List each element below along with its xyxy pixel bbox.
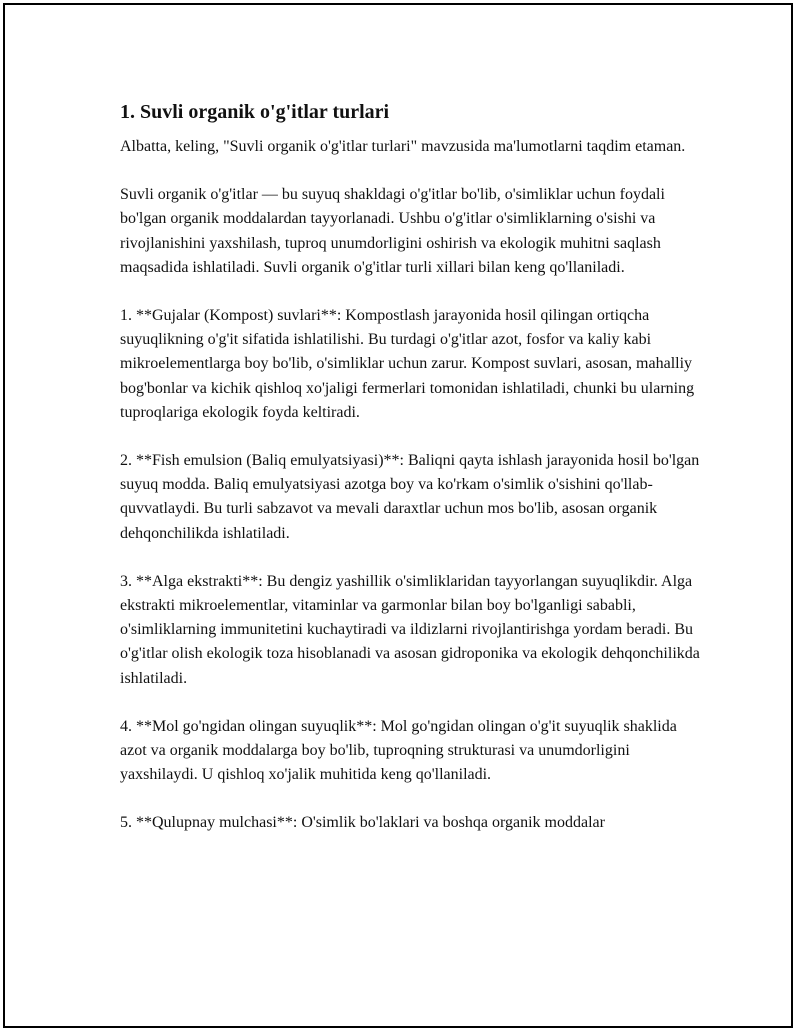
list-item-strawberry-mulch: 5. **Qulupnay mulchasi**: O'simlik bo'laklari va boshqa organik moddalar (120, 814, 605, 832)
list-item-manure-liquid: 4. **Mol go'ngidan olingan suyuqlik**: Mol go'ngidan olingan o'g'it suyuqlik shaklida azot va organik moddalarga boy bo'lib, tuproqning strukturasi va unumdorligini yaxshilaydi. U qishloq xo'jalik muhitida keng qo'llaniladi. (120, 717, 677, 784)
list-item-algae-extract: 3. **Alga ekstrakti**: Bu dengiz yashillik o'simliklaridan tayyorlangan suyuqlikdir. Alga ekstrakti mikroelementlar, vitaminlar va garmonlar bilan boy bo'lganligi sababli, o'simliklarning immunitetini kuchaytiradi va ildizlarni rivojlantirishga yordam beradi. Bu o'g'itlar olish ekologik toza hisoblanadi va asosan gidroponika va ekologik dehqonchilikda ishlatiladi. (120, 572, 700, 687)
document-body (120, 99, 700, 860)
page-frame (3, 3, 793, 1028)
list-item-fish-emulsion: 2. **Fish emulsion (Baliq emulyatsiyasi)**: Baliqni qayta ishlash jarayonida hosil bo'lgan suyuq modda. Baliq emulyatsiyasi azotga boy va ko'rkam o'simlik o'sishini qo'llab-quvvatlaydi. Bu turli sabzavot va mevali daraxtlar uchun mos bo'lib, asosan organik dehqonchilikda ishlatiladi. (120, 452, 700, 542)
page-title: 1. Suvli organik o'g'itlar turlari (120, 101, 390, 123)
definition-paragraph: Suvli organik o'g'itlar — bu suyuq shakldagi o'g'itlar bo'lib, o'simliklar uchun foydali bo'lgan organik moddalardan tayyorlanadi. Ushbu o'g'itlar o'simliklarning o'sishi va rivojlanishini yaxshilash, tuproq unumdorligini oshirish va ekologik muhitni saqlash maqsadida ishlatiladi. Suvli organik o'g'itlar turli xillari bilan keng qo'llaniladi. (120, 186, 665, 276)
intro-paragraph: Albatta, keling, "Suvli organik o'g'itlar turlari" mavzusida ma'lumotlarni taqdim etaman. (120, 138, 686, 155)
list-item-compost: 1. **Gujalar (Kompost) suvlari**: Kompostlash jarayonida hosil qilingan ortiqcha suyuqlikning o'g'it sifatida ishlatilishi. Bu turdagi o'g'itlar azot, fosfor va kaliy kabi mikroelementlarga boy bo'lib, o'simliklar uchun zarur. Kompost suvlari, asosan, mahalliy bog'bonlar va kichik qishloq xo'jaligi fermerlari tomonidan ishlatiladi, chunki bu ularning tuproqlariga ekologik foyda keltiradi. (120, 307, 695, 421)
